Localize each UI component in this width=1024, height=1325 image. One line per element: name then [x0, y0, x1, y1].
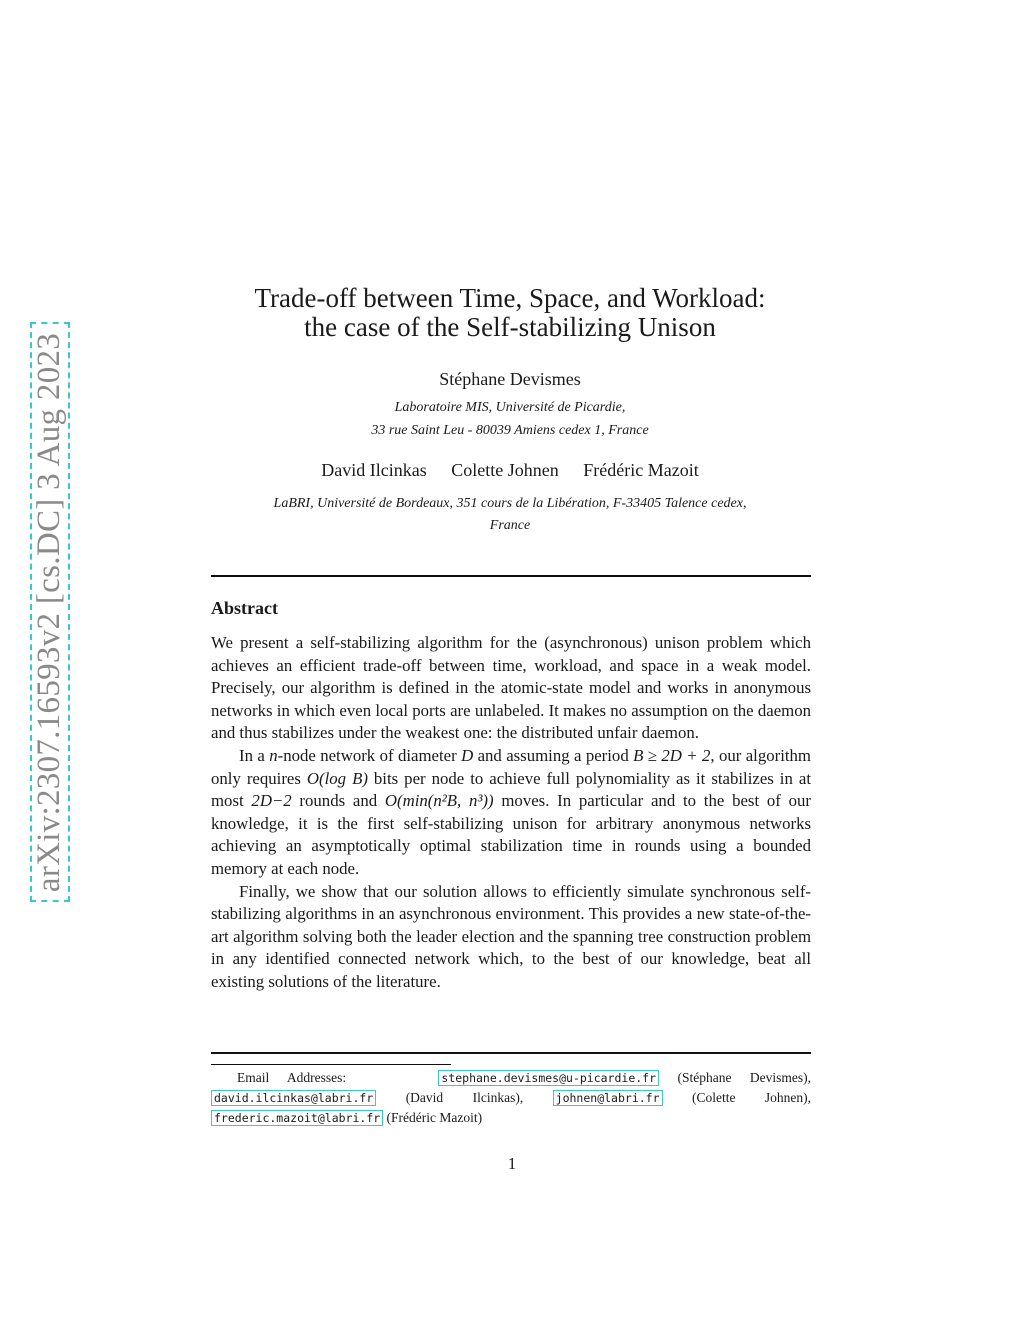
abstract-paragraph-2: In a n-node network of diameter D and assuming a period B ≥ 2D + 2, our algorithm only requires O(log B) bits per node to achieve full polynomiality as it stabilizes in at most 2D−2 rounds and O(min(n²B, n³)) moves. In particular and to the best of our knowledge, it is the first self-stabilizing unison for arbitrary anonymous networks achieving an asymptotically optimal stabilization time in rounds using a bounded memory at each node. [211, 745, 812, 878]
email-link-mazoit[interactable]: frederic.mazoit@labri.fr [211, 1110, 383, 1126]
email-owner-mazoit: (Frédéric Mazoit) [386, 1110, 483, 1125]
abstract-body [211, 632, 811, 994]
affiliation-1-line-2: 33 rue Saint Leu - 80039 Amiens cedex 1, France [371, 423, 649, 438]
author-ilcinkas: David Ilcinkas [321, 460, 427, 480]
abstract-heading: Abstract [211, 598, 278, 618]
move-bound: O(min(n²B, n³)) [384, 791, 494, 811]
footnote-lead: Email Addresses: [237, 1070, 347, 1085]
paper-title [140, 284, 880, 342]
author-devismes: Stéphane Devismes [439, 369, 581, 389]
title-line-1: Trade-off between Time, Space, and Workload: [254, 283, 766, 313]
email-link-ilcinkas[interactable]: david.ilcinkas@labri.fr [211, 1090, 376, 1106]
abstract-bottom-rule [211, 1052, 811, 1054]
arxiv-stamp-text: arXiv:2307.16593v2 [cs.DC] 3 Aug 2023 [31, 332, 68, 892]
email-owner-johnen: (Colette Johnen), [691, 1090, 811, 1105]
footnote-rule [211, 1064, 451, 1065]
round-bound: 2D−2 [251, 791, 292, 811]
space-bound: O(log B) [306, 768, 368, 788]
email-link-devismes[interactable]: stephane.devismes@u-picardie.fr [438, 1070, 659, 1086]
affiliation-2-line-2: France [489, 518, 531, 533]
period-condition: B ≥ 2D + 2 [633, 745, 711, 765]
page-number: 1 [507, 1154, 517, 1173]
title-line-2: the case of the Self-stabilizing Unison [304, 312, 716, 342]
arxiv-stamp [30, 322, 70, 902]
abstract-top-rule [211, 575, 811, 577]
author-list-labri [210, 460, 810, 481]
affiliation-2-line-1: LaBRI, Université de Bordeaux, 351 cours de la Libération, F-33405 Talence cedex, [273, 496, 747, 511]
email-link-johnen[interactable]: johnen@labri.fr [553, 1090, 663, 1106]
email-owner-devismes: (Stéphane Devismes), [677, 1070, 812, 1085]
email-owner-ilcinkas: (David Ilcinkas), [405, 1090, 524, 1105]
footnote-emails [211, 1068, 811, 1128]
author-johnen: Colette Johnen [451, 460, 559, 480]
abstract-paragraph-1: We present a self-stabilizing algorithm for the (asynchronous) unison problem which achieves an efficient trade-off between time, workload, and space in a weak model. Precisely, our algorithm is defined in the atomic-state model and works in anonymous networks in which even local ports are unlabeled. It makes no assumption on the daemon and thus stabilizes under the weakest one: the distributed unfair daemon. [211, 633, 811, 743]
abstract-paragraph-3: Finally, we show that our solution allows to efficiently simulate synchronous self-stabilizing algorithms in an asynchronous environment. This provides a new state-of-the-art algorithm solving both the leader election and the spanning tree construction problem in any identified connected network which, to the best of our knowledge, beat all existing solutions of the literature. [211, 881, 811, 991]
author-mazoit: Frédéric Mazoit [583, 460, 699, 480]
affiliation-1-line-1: Laboratoire MIS, Université de Picardie, [394, 400, 626, 415]
